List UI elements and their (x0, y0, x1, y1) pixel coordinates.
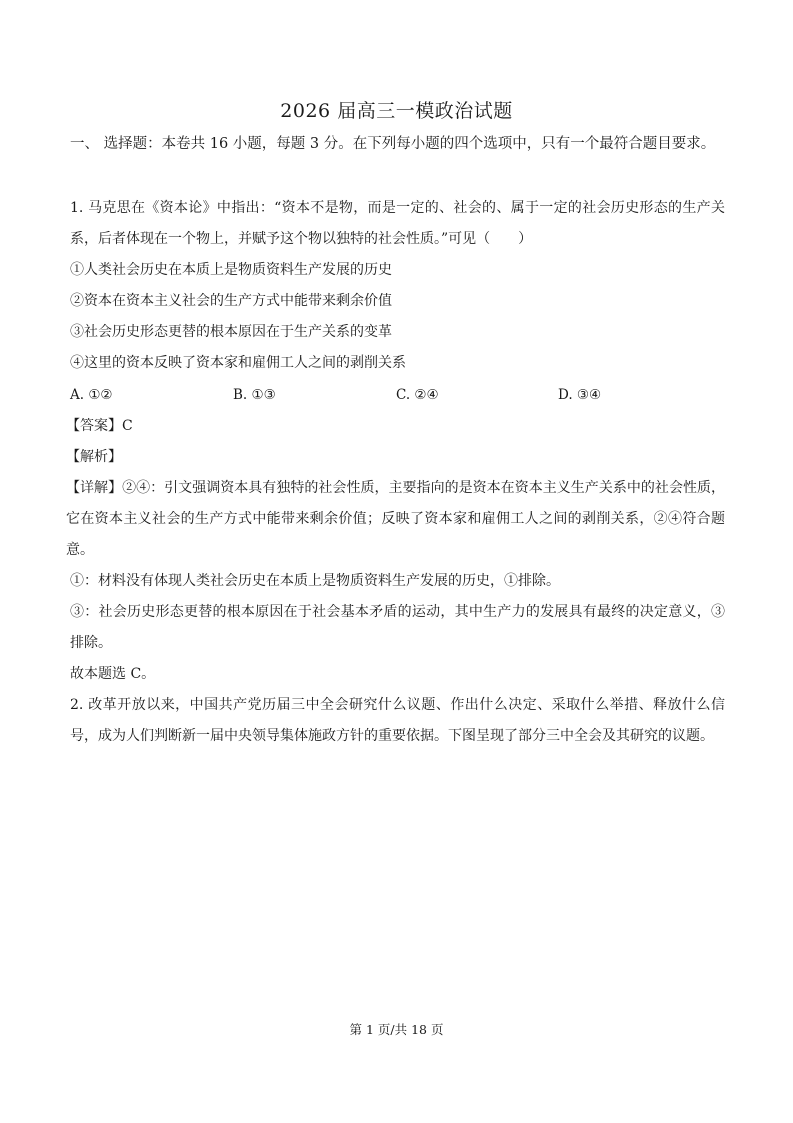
question-1-statement-3: ③社会历史形态更替的根本原因在于生产关系的变革 (70, 324, 392, 340)
detail-tag: 【详解】 (66, 480, 123, 496)
question-1-statement-1: ①人类社会历史在本质上是物质资料生产发展的历史 (70, 262, 392, 278)
question-1-statement-4: ④这里的资本反映了资本家和雇佣工人之间的剥削关系 (70, 355, 406, 371)
answer-value: C (122, 418, 133, 434)
option-b: B. ①③ (233, 387, 276, 403)
option-d: D. ③④ (558, 387, 602, 403)
detail-text: ②④：引文强调资本具有独特的社会性质，主要指向的是资本在资本主义生产关系中的社会性质，它在资本主义社会的生产方式中能带来剩余价值；反映了资本家和雇佣工人之间的剥削关系，②④符合题意。 (66, 480, 726, 558)
option-c: C. ②④ (396, 387, 439, 403)
exclude-option-3: ③：社会历史形态更替的根本原因在于社会基本矛盾的运动，其中生产力的发展具有最终的决定意义，③排除。 (70, 604, 725, 651)
conclusion: 故本题选 C。 (70, 666, 156, 682)
question-1-options (70, 380, 725, 411)
answer-tag: 【答案】 (66, 418, 122, 434)
section-heading: 一、 选择题：本卷共 16 小题，每题 3 分。在下列每小题的四个选项中，只有一个最符合题目要求。 (70, 136, 716, 152)
question-1-stem: 1. 马克思在《资本论》中指出：“资本不是物，而是一定的、社会的、属于一定的社会历史形态的生产关系，后者体现在一个物上，并赋予这个物以独特的社会性质。”可见（ ） (70, 200, 725, 247)
answer-line (66, 411, 721, 442)
exclude-option-1: ①：材料没有体现人类社会历史在本质上是物质资料生产发展的历史，①排除。 (70, 573, 560, 589)
question-2-stem: 2. 改革开放以来，中国共产党历届三中全会研究什么议题、作出什么决定、采取什么举措、释放什么信号，成为人们判断新一届中央领导集体施政方针的重要依据。下图呈现了部分三中全会及其研究的议题。 (70, 697, 725, 744)
detail-paragraph (66, 473, 725, 566)
option-a: A. ①② (70, 387, 113, 403)
analysis-tag: 【解析】 (66, 449, 122, 465)
page-footer: 第 1 页/共 18 页 (349, 1022, 444, 1037)
exam-title: 2026 届高三一模政治试题 (280, 100, 513, 122)
question-1-statement-2: ②资本在资本主义社会的生产方式中能带来剩余价值 (70, 293, 392, 309)
